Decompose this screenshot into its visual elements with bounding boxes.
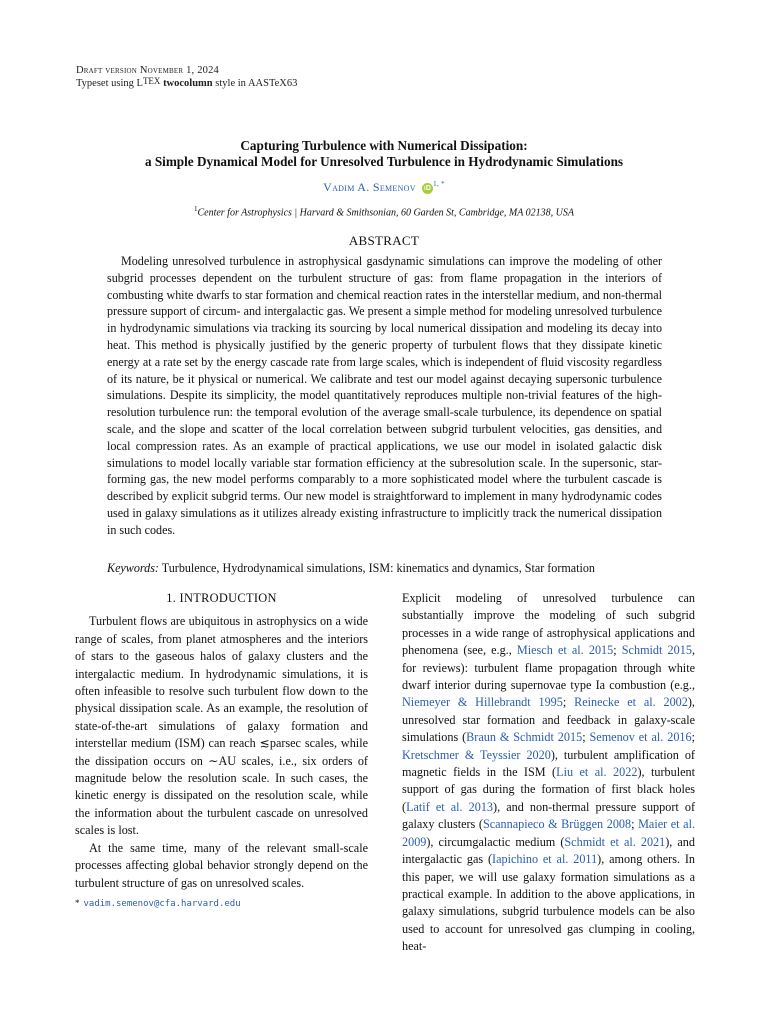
citation-link[interactable]: Liu et al. 2022 [556, 765, 638, 780]
text-run: ), turbulent support of gas during the formation of first black holes ( [402, 765, 695, 814]
text-run: , for reviews): turbulent flame propagation through white dwarf interior during supernovae type Ia combustion (e.g., [402, 643, 695, 693]
footnote [75, 898, 241, 909]
citation-link[interactable]: Iapichino et al. 2011 [492, 852, 598, 867]
citation-link[interactable]: Latif et al. 2013 [406, 799, 494, 814]
text-run: ), and non-thermal pressure support of galaxy clusters ( [402, 799, 696, 832]
title-line-2: a Simple Dynamical Model for Unresolved Turbulence in Hydrodynamic Simulations [144, 154, 624, 169]
citation-link[interactable]: Niemeyer & Hillebrandt 1995 [402, 695, 563, 710]
affiliation-marker: 1 [193, 205, 198, 213]
text-run: ; [613, 643, 622, 658]
typeset-suffix: style in AASTeX63 [215, 78, 298, 89]
page-header [76, 64, 297, 90]
text-run: ), and intergalactic gas ( [402, 834, 695, 867]
intro-paragraph-2: At the same time, many of the relevant small-scale processes affecting global behavior strongly depend on the turbulent structure of gas on unresolved scales. [75, 840, 368, 890]
text-run: Explicit modeling of unresolved turbulence can substantially improve the modeling of such subgrid processes in a wide range of astrophysical applications and phenomena (see, e.g., [402, 591, 695, 658]
text-run: ; [562, 695, 575, 710]
text-run: ), unresolved star formation and feedback in galaxy-scale simulations ( [402, 695, 695, 745]
text-run: ), turbulent amplification of magnetic fields in the ISM ( [402, 747, 695, 780]
citation-link[interactable]: Reinecke et al. 2002 [574, 695, 688, 710]
text-run: ; [582, 730, 590, 745]
keywords-text: Turbulence, Hydrodynamical simulations, ISM: kinematics and dynamics, Star formation [161, 561, 595, 575]
author-line [40, 180, 728, 195]
title-block [40, 138, 728, 218]
author-email-link[interactable]: vadim.semenov@cfa.harvard.edu [83, 899, 241, 909]
citation-link[interactable]: Miesch et al. 2015 [516, 643, 614, 658]
citation-link[interactable]: Semenov et al. 2016 [589, 730, 692, 745]
author-superscript: 1, * [433, 180, 445, 188]
author-name[interactable]: Vadim A. Semenov [323, 180, 416, 194]
right-column [402, 590, 695, 956]
citation-link[interactable]: Scannapieco & Brüggen 2008 [482, 817, 632, 832]
title-line-1: Capturing Turbulence with Numerical Dissipation: [240, 138, 528, 153]
keywords-line [107, 560, 667, 576]
citation-link[interactable]: Braun & Schmidt 2015 [466, 730, 583, 745]
paper-title [40, 138, 728, 170]
latex-logo-tail: TEX [142, 76, 161, 86]
typeset-bold: twocolumn [163, 78, 213, 89]
citation-link[interactable]: Kretschmer & Teyssier 2020 [402, 747, 551, 762]
citation-link[interactable]: Schmidt et al. 2021 [564, 834, 666, 849]
footnote-mark: * [75, 898, 80, 908]
citation-link[interactable]: Maier et al. 2009 [402, 817, 695, 849]
draft-version: Draft version November 1, 2024 [76, 65, 219, 76]
text-run: ; [631, 817, 639, 832]
abstract-heading: ABSTRACT [348, 233, 420, 248]
typeset-line [76, 77, 297, 90]
typeset-prefix: Typeset using L [76, 78, 143, 89]
affiliation [40, 205, 728, 218]
text-run: ), among others. In this paper, we will use galaxy formation simulations as a practical example. In addition to the above applications, in galaxy simulations, subgrid turbulence models can be also used to account for unresolved gas clumping in cooling, heat- [402, 852, 695, 954]
affiliation-text: Center for Astrophysics | Harvard & Smithsonian, 60 Garden St, Cambridge, MA 02138, USA [197, 207, 575, 219]
left-column [75, 590, 368, 892]
section-heading-introduction: 1. INTRODUCTION [166, 591, 277, 605]
text-run: ; [691, 730, 695, 745]
abstract-text: Modeling unresolved turbulence in astrophysical gasdynamic simulations can improve the modeling of other subgrid processes dependent on the turbulent structure of gas: from flame propagation in the interiors of combusting white dwarfs to star formation and chemical reaction rates in the interstellar medium, and non-thermal pressure support of circum- and intergalactic gas. We present a simple method for modeling unresolved turbulence in hydrodynamic simulations via tracking its sourcing by local numerical dissipation and modeling its decay into heat. This method is physically justified by the generic property of turbulent flows that they dissipate kinetic energy at a rate set by the energy cascade rate from large scales, which is independent of fluid viscosity regardless of its nature, be it physical or numerical. We calibrate and test our model against decaying supersonic turbulence simulations. Despite its simplicity, the model quantitatively reproduces multiple non-trivial features of the high-resolution turbulence run: the temporal evolution of the average small-scale turbulence, its dependence on spatial scale, and the slope and scatter of the local correlation between subgrid turbulent velocities, gas densities, and local compression rates. As an example of practical applications, we use our model in isolated galactic disk simulations to model locally variable star formation efficiency at the subresolution scale. In the supersonic, star-forming gas, the new model performs comparably to a more sophisticated model where the turbulent cascade is described by explicit subgrid terms. Our new model is straightforward to implement in many hydrodynamic codes used in galaxy simulations as it utilizes already existing infrastructure to implicitly track the numerical dissipation in such codes. [107, 254, 662, 537]
orcid-icon[interactable]: iD [424, 184, 432, 192]
intro-paragraph-1: Turbulent flows are ubiquitous in astrophysics on a wide range of scales, from planet atmospheres and the interiors of stars to the gaseous halos of galaxy clusters and the intergalactic medium. In hydrodynamic simulations, it is often infeasible to resolve such turbulent flow down to the physical dissipation scale. As an example, the resolution of state-of-the-art simulations of galaxy formation and interstellar medium (ISM) can reach ≲parsec scales, while the dissipation occurs on ∼AU scales, i.e., six orders of magnitude below the resolution scale. In such cases, the kinetic energy is dissipated on the resolution scale, while the information about the turbulent cascade on unresolved scales is lost. [75, 614, 368, 838]
text-run: ), circumgalactic medium ( [426, 834, 565, 849]
citation-link[interactable]: Schmidt 2015 [621, 643, 692, 658]
keywords-label: Keywords: [107, 561, 159, 575]
right-column-paragraph [402, 590, 695, 956]
